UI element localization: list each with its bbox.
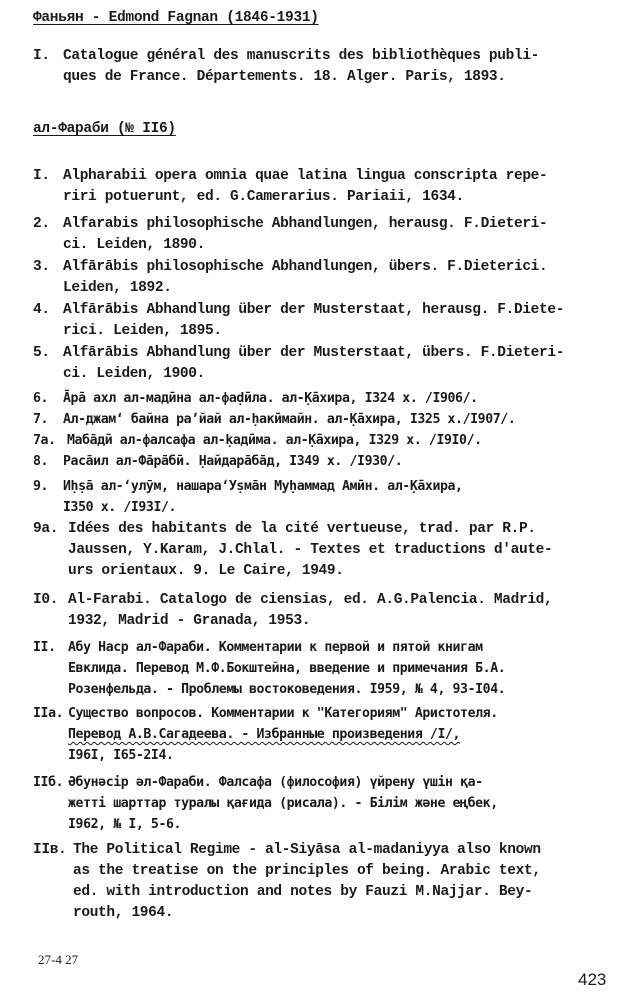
entry-number: IIв.	[33, 842, 67, 858]
bibliography-entry	[33, 214, 613, 256]
entry-line: The Political Regime - al-Siyāsa al-madaniyya also known	[73, 842, 541, 858]
bibliography-entry	[33, 343, 613, 385]
entry-line: I96I, I65-2I4.	[68, 748, 174, 763]
entry-line: Розенфельда. - Проблемы востоковедения. I959, № 4, 93-I04.	[68, 682, 506, 697]
entry-line: Alfārābis philosophische Abhandlungen, übers. F.Dieterici.	[63, 259, 548, 275]
entry-line: riri potuerunt, ed. G.Camerarius. Pariaii, 1634.	[63, 189, 464, 205]
entry-line: I350 х. /I93I/.	[63, 500, 177, 515]
entry-line: Jaussen, Y.Karam, J.Chlal. - Textes et traductions d'aute-	[68, 542, 553, 558]
page-number: 423	[578, 970, 607, 989]
entry-number: 9a.	[33, 521, 59, 537]
entry-number: II.	[33, 640, 56, 655]
entry-line: Әбунәсір әл-Фараби. Фалсафа (философия) үйрену үшін қа-	[68, 775, 483, 790]
entry-number: 7а.	[33, 433, 56, 448]
entry-line: Alfarabis philosophische Abhandlungen, herausg. F.Dieteri-	[63, 216, 548, 232]
entry-line: Alfārābis Abhandlung über der Musterstaat, übers. F.Dieteri-	[63, 345, 565, 361]
entry-line: ed. with introduction and notes by Fauzi M.Najjar. Bey-	[73, 884, 533, 900]
entry-number: 6.	[33, 391, 49, 406]
entry-number: 8.	[33, 454, 49, 469]
entry-line: Leiden, 1892.	[63, 280, 172, 296]
entry-line: I962, № I, 5-6.	[68, 817, 182, 832]
entry-number: 9.	[33, 479, 49, 494]
entry-number: I0.	[33, 592, 59, 608]
bibliography-entry	[33, 257, 613, 299]
bibliography-entry	[33, 166, 613, 208]
entry-number: 4.	[33, 302, 50, 318]
bibliography-entry	[33, 637, 613, 700]
entry-line: жетті шарттар туралы қағида (рисала). - Білім және еңбек,	[68, 796, 498, 811]
entry-line: Āра̄ ахл ал-мадӣна ал-фаḍӣла. ал-Ḳа̄хира, I324 х. /I906/.	[63, 391, 478, 406]
entry-line: 1932, Madrid - Granada, 1953.	[68, 613, 311, 629]
entry-line: Существо вопросов. Комментарии к "Категориям" Аристотеля.	[68, 706, 498, 721]
bibliography-entry	[33, 703, 613, 766]
entry-line: Catalogue général des manuscrits des bibliothèques publi-	[63, 48, 540, 64]
section-heading-al-farabi: ал-Фараби (№ II6)	[33, 121, 176, 137]
entry-number: 5.	[33, 345, 50, 361]
bibliography-entry	[33, 430, 613, 451]
entry-line: Alpharabii opera omnia quae latina lingua conscripta repe-	[63, 168, 548, 184]
bibliography-entry	[33, 409, 613, 430]
entry-line: rici. Leiden, 1895.	[63, 323, 222, 339]
entry-line: Alfārābis Abhandlung über der Musterstaat, herausg. F.Diete-	[63, 302, 565, 318]
entry-line: as the treatise on the principles of being. Arabic text,	[73, 863, 541, 879]
bibliography-entry	[33, 46, 613, 88]
entry-line: ques de France. Départements. 18. Alger. Paris, 1893.	[63, 69, 506, 85]
entry-line: Расāил ал-Фāрāбӣ. Ḥайдарāбāд, I349 х. /I930/.	[63, 454, 403, 469]
entry-number: IIб.	[33, 775, 64, 790]
entry-line: ci. Leiden, 1900.	[63, 366, 205, 382]
bibliography-entry	[33, 772, 613, 835]
entry-number: 2.	[33, 216, 50, 232]
entry-line: Al-Farabi. Catalogo de ciensias, ed. A.G.Palencia. Madrid,	[68, 592, 553, 608]
entry-line: Евклида. Перевод М.Ф.Бокштейна, введение и примечания Б.А.	[68, 661, 506, 676]
entry-line: Иḥṣā ал-ʻулӯм, нашараʻУṣмāн Муḥаммад Амӣн. ал-Ḳа̄хира,	[63, 479, 463, 494]
entry-line: routh, 1964.	[73, 905, 174, 921]
section-heading-fagnan: Фаньян - Edmond Fagnan (1846-1931)	[33, 10, 319, 26]
entry-number: IIа.	[33, 706, 64, 721]
entry-line: Мабāдӣ ал-фалсафа ал-ḳадӣма. ал-Ḳа̄хира, I329 х. /I9I0/.	[67, 433, 482, 448]
entry-number: I.	[33, 48, 50, 64]
entry-line: Абу Наср ал-Фараби. Комментарии к первой и пятой книгам	[68, 640, 483, 655]
entry-number: 7.	[33, 412, 49, 427]
entry-line: Ал-джамʻ байна раʼйай ал-ḥакӣмайн. ал-Ḳа̄хира, I325 х./I907/.	[63, 412, 516, 427]
entry-number: I.	[33, 168, 50, 184]
entry-line-underlined-title: Перевод А.В.Сагадеева. - Избранные произведения /I/,	[68, 727, 461, 742]
bibliography-entry	[33, 300, 613, 342]
bibliography-entry	[33, 590, 613, 632]
entry-line: ci. Leiden, 1890.	[63, 237, 205, 253]
bibliography-entry	[33, 840, 613, 924]
entry-number: 3.	[33, 259, 50, 275]
bibliography-entry	[33, 476, 613, 518]
bibliography-entry	[33, 519, 613, 582]
entry-line: Idées des habitants de la cité vertueuse, trad. par R.P.	[68, 521, 536, 537]
bibliography-entry	[33, 388, 613, 409]
print-code: 27-4 27	[38, 952, 79, 967]
bibliography-entry	[33, 451, 613, 472]
entry-line: urs orientaux. 9. Le Caire, 1949.	[68, 563, 344, 579]
